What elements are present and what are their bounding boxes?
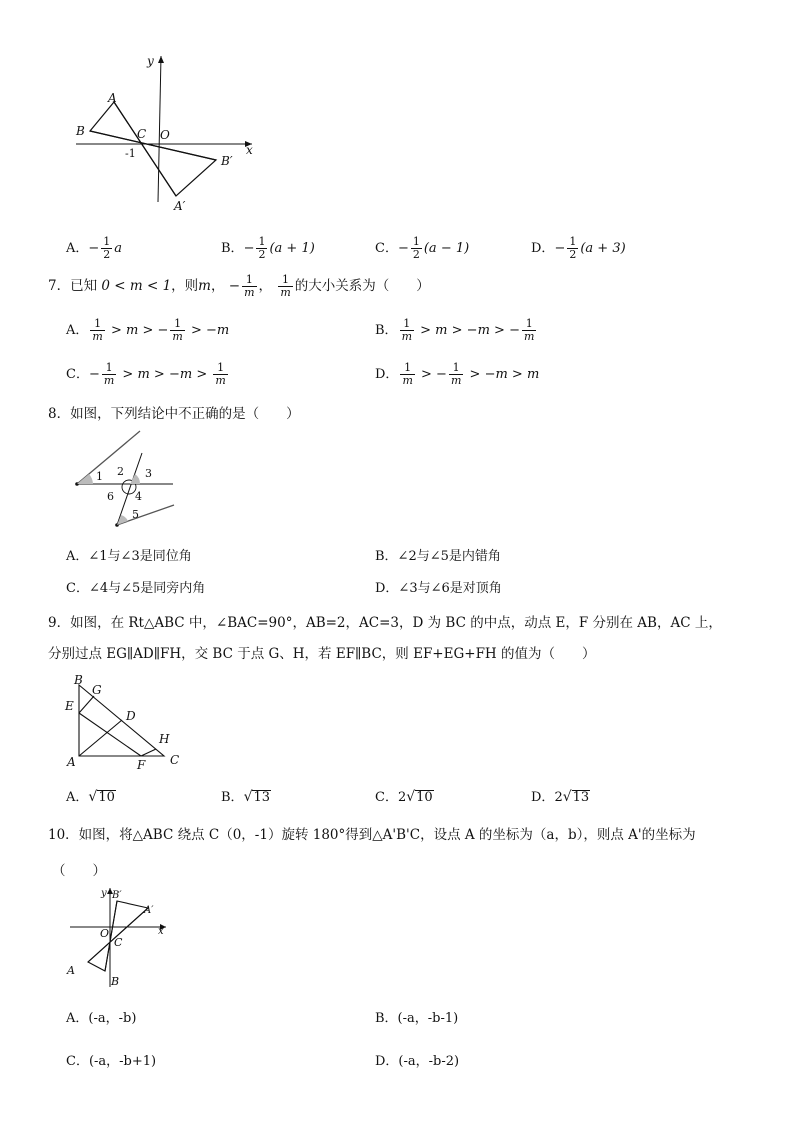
fig9-G-label: G [92, 683, 102, 697]
fig9-B-label: B [74, 673, 83, 687]
fig10-O-label: O [100, 927, 110, 940]
fig8-label-4: 4 [135, 490, 142, 503]
fig6-B-label: B [76, 124, 85, 138]
fig10-Bp-label: B′ [112, 890, 122, 901]
fig6-Bp-label: B′ [221, 154, 233, 168]
q10-stem-line1: 10．如图，将△ABC 绕点 C（0，-1）旋转 180°得到△A'B'C，设点 A 的坐标为（a，b），则点 A'的坐标为 [48, 827, 696, 843]
fig9-F-label: F [137, 758, 146, 772]
q7-option-b[interactable]: B． $\frac{1}{m}$ > m > −m > − $\frac{1}{m}$ [375, 317, 535, 343]
fig6-y-label: y [147, 54, 154, 68]
q7-option-d[interactable]: D． $\frac{1}{m}$ > − $\frac{1}{m}$ > −m > m [375, 361, 540, 387]
fig8-label-2: 2 [117, 465, 124, 478]
fig10-C-label: C [114, 936, 123, 949]
fig10-x-label: x [158, 926, 164, 937]
fig6-C-label: C [137, 127, 147, 141]
q9-option-c[interactable]: C．2√10 [375, 789, 433, 805]
q6-option-d[interactable]: D．− $\frac{1}{2}$ (a + 3) [531, 235, 626, 261]
fig9-C-label: C [170, 753, 180, 767]
fig10-A-label: A [67, 964, 75, 977]
fig6-A-label: A [108, 91, 117, 105]
q10-option-c[interactable]: C．(-a，-b+1) [66, 1054, 157, 1069]
q9-option-b[interactable]: B．√13 [221, 789, 271, 805]
fig9-E-label: E [65, 699, 74, 713]
q8-option-c[interactable]: C．∠4与∠5是同旁内角 [66, 581, 206, 596]
fig6-neg1-label: -1 [125, 147, 136, 160]
q8-stem: 8．如图，下列结论中不正确的是（ ） [48, 406, 300, 422]
fig8-label-6: 6 [107, 490, 114, 503]
figure-q9-triangle [62, 670, 192, 772]
fig10-Ap-label: A′ [144, 905, 154, 916]
q9-option-d[interactable]: D．2√13 [531, 789, 590, 805]
fig10-B-label: B [111, 975, 120, 988]
fig6-O-label: O [160, 128, 170, 142]
fig8-label-1: 1 [96, 470, 103, 483]
fig6-Ap-label: A′ [174, 199, 186, 213]
q8-option-b[interactable]: B．∠2与∠5是内错角 [375, 549, 501, 564]
q10-option-a[interactable]: A．(-a，-b) [66, 1011, 137, 1026]
fig8-label-5: 5 [132, 508, 139, 521]
q10-option-d[interactable]: D．(-a，-b-2) [375, 1054, 460, 1069]
fig8-label-3: 3 [145, 467, 152, 480]
fig10-y-label: y [101, 888, 107, 899]
q10-stem-line2: （ ） [52, 863, 106, 879]
q8-option-d[interactable]: D．∠3与∠6是对顶角 [375, 581, 502, 596]
fig6-x-label: x [246, 143, 253, 157]
q9-stem-line1: 9．如图，在 Rt△ABC 中，∠BAC=90°，AB=2，AC=3，D 为 BC 的中点，动点 E，F 分别在 AB，AC 上， [48, 615, 722, 631]
figure-q8-angles [70, 425, 180, 530]
q10-option-b[interactable]: B．(-a，-b-1) [375, 1011, 459, 1026]
figure-q6-coordinate [70, 52, 260, 217]
q6-option-b[interactable]: B．− $\frac{1}{2}$ (a + 1) [221, 235, 315, 261]
fig9-D-label: D [126, 709, 136, 723]
fig9-H-label: H [159, 732, 170, 746]
q9-stem-line2: 分别过点 EG∥AD∥FH，交 BC 于点 G、H，若 EF∥BC，则 EF+EG+FH 的值为（ ） [48, 646, 596, 662]
q9-option-a[interactable]: A．√10 [66, 789, 115, 805]
fig9-A-label: A [67, 755, 76, 769]
q7-option-c[interactable]: C．− $\frac{1}{m}$ > m > −m > $\frac{1}{m}$ [66, 361, 226, 387]
q8-option-a[interactable]: A．∠1与∠3是同位角 [66, 549, 192, 564]
q6-option-c[interactable]: C．− $\frac{1}{2}$ (a − 1) [375, 235, 470, 261]
q7-option-a[interactable]: A． $\frac{1}{m}$ > m > − $\frac{1}{m}$ > −m [66, 317, 230, 343]
q7-stem: 7．已知 0 < m < 1，则m， − $\frac{1}{m}$ ， $\frac{1}{m}$ 的大小关系为（ ） [48, 273, 430, 299]
q6-option-a[interactable]: A．− $\frac{1}{2}$ a [66, 235, 123, 261]
figure-q10-rotation [62, 885, 172, 990]
